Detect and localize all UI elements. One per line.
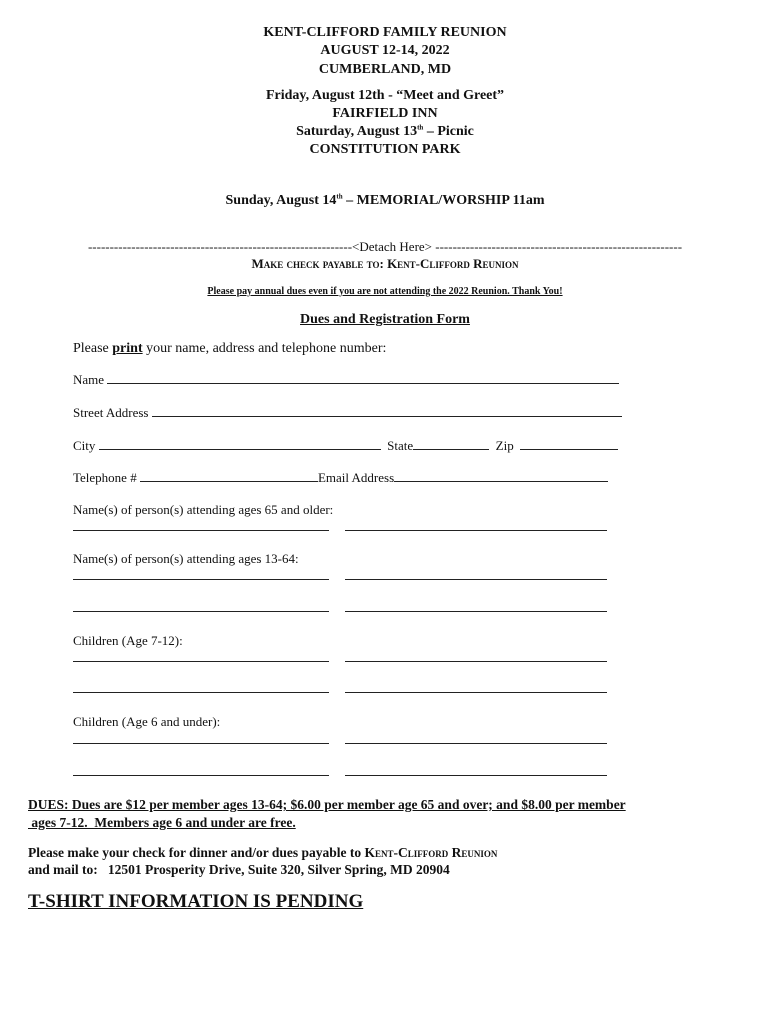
group-6-under-label: Children (Age 6 and under): — [73, 714, 221, 729]
reunion-location: CUMBERLAND, MD — [318, 62, 452, 77]
group-13-64-label: Name(s) of person(s) attending ages 13-64: — [73, 551, 299, 566]
reunion-dates: AUGUST 12-14, 2022 — [320, 43, 450, 58]
attendee-line[interactable] — [73, 775, 329, 776]
attendee-line[interactable] — [73, 743, 329, 744]
tshirt-notice: T-SHIRT INFORMATION IS PENDING — [28, 891, 364, 912]
mail-line-2: and mail to: 12501 Prosperity Drive, Suite 320, Silver Spring, MD 20904 — [28, 862, 450, 877]
friday-event: Friday, August 12th - “Meet and Greet” — [265, 88, 505, 103]
sunday-event: Sunday, August 14th – MEMORIAL/WORSHIP 11am — [225, 192, 545, 208]
city-state-zip-fields[interactable] — [73, 437, 618, 454]
dues-line-2: ages 7-12. Members age 6 and under are free. — [28, 815, 296, 830]
street-label: Street Address — [73, 405, 149, 420]
attendee-line[interactable] — [345, 775, 607, 776]
group-65-label: Name(s) of person(s) attending ages 65 and older: — [73, 502, 334, 517]
phone-email-fields[interactable] — [73, 469, 608, 486]
payable-to: Make check payable to: Kent-Clifford Reunion — [251, 256, 519, 271]
email-label: Email Address — [317, 470, 395, 485]
city-label: City — [73, 438, 96, 453]
mail-line-1: Please make your check for dinner and/or dues payable to Kent-Clifford Reunion — [28, 845, 498, 860]
dues-notice: Please pay annual dues even if you are not attending the 2022 Reunion. Thank You! — [207, 286, 563, 297]
name-field[interactable] — [73, 371, 619, 388]
state-label: State — [387, 438, 414, 453]
attendee-line[interactable] — [345, 579, 607, 580]
street-field[interactable] — [73, 404, 622, 421]
attendee-line[interactable] — [73, 692, 329, 693]
form-title: Dues and Registration Form — [300, 312, 470, 327]
attendee-line[interactable] — [345, 611, 607, 612]
attendee-line[interactable] — [73, 579, 329, 580]
name-label: Name — [73, 372, 105, 387]
reunion-title: KENT-CLIFFORD FAMILY REUNION — [263, 25, 507, 40]
attendee-line[interactable] — [73, 611, 329, 612]
phone-label: Telephone # — [73, 470, 137, 485]
saturday-venue: CONSTITUTION PARK — [309, 142, 461, 157]
attendee-line[interactable] — [73, 661, 329, 662]
attendee-line[interactable] — [345, 692, 607, 693]
form-intro: Please print your name, address and telephone number: — [73, 341, 387, 356]
group-7-12-label: Children (Age 7-12): — [73, 633, 183, 648]
attendee-line[interactable] — [73, 530, 329, 531]
detach-line: -------------------------------------------------------------<Detach Here> --------------------------------------------------------- — [87, 239, 683, 254]
saturday-event: Saturday, August 13th – Picnic — [296, 123, 474, 139]
attendee-line[interactable] — [345, 661, 607, 662]
zip-label: Zip — [495, 438, 514, 453]
attendee-line[interactable] — [345, 530, 607, 531]
dues-line-1: DUES: Dues are $12 per member ages 13-64; $6.00 per member age 65 and over; and $8.00 per member — [28, 797, 626, 812]
friday-venue: FAIRFIELD INN — [332, 106, 438, 121]
attendee-line[interactable] — [345, 743, 607, 744]
